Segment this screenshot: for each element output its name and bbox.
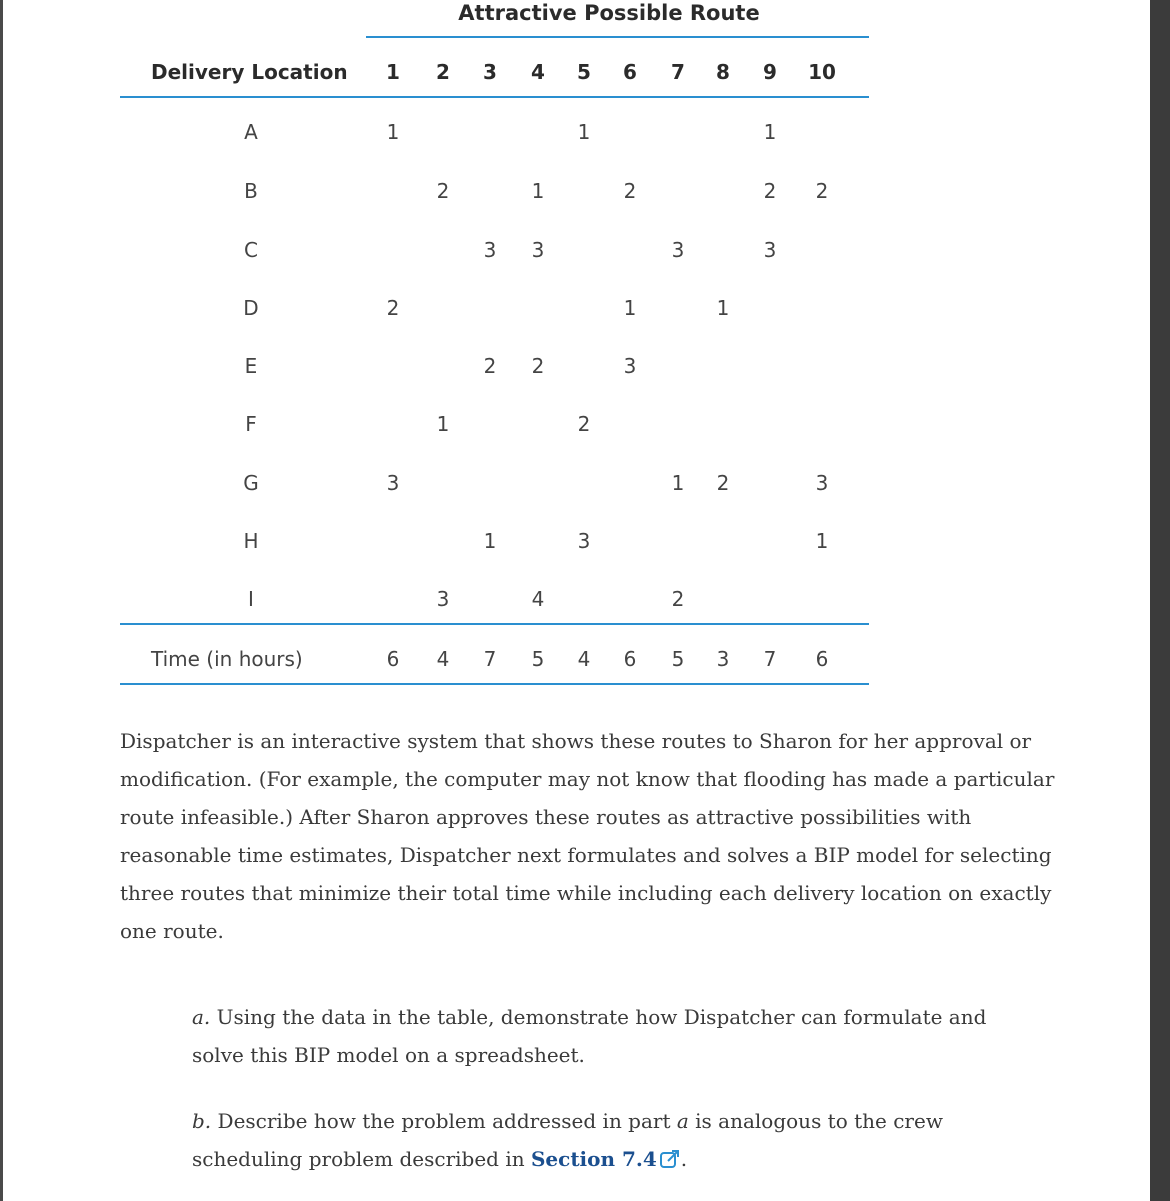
time-cell-7: 5: [671, 647, 685, 671]
row-label: I: [248, 587, 254, 611]
table-cell: 3: [577, 529, 591, 553]
table-cell: 1: [483, 529, 497, 553]
time-cell-1: 6: [386, 647, 400, 671]
question-b-end: .: [680, 1147, 688, 1171]
table-cell: 1: [671, 471, 685, 495]
table-cell: 1: [577, 120, 591, 144]
table-cell: 3: [671, 238, 685, 262]
question-a-text: Using the data in the table, demonstrate how Dispatcher can formulate and solve this BIP model on a spreadsheet.: [192, 1005, 987, 1067]
table-cell: 2: [531, 354, 545, 378]
table-cell: 2: [577, 412, 591, 436]
row-label: F: [245, 412, 257, 436]
table-cell: 2: [716, 471, 730, 495]
time-cell-3: 7: [483, 647, 497, 671]
external-link-icon[interactable]: [659, 1144, 681, 1166]
route-header-2: 2: [436, 60, 450, 84]
time-cell-2: 4: [436, 647, 450, 671]
table-cell: 1: [763, 120, 777, 144]
body-rule: [120, 623, 869, 625]
row-label: E: [244, 354, 258, 378]
row-label: H: [243, 529, 259, 553]
time-label: Time (in hours): [151, 647, 303, 671]
table-title: Attractive Possible Route: [458, 1, 760, 25]
question-b-text-before: Describe how the problem addressed in part: [217, 1109, 671, 1133]
table-cell: 1: [531, 179, 545, 203]
question-a: [192, 998, 1012, 1074]
route-header-1: 1: [386, 60, 400, 84]
table-cell: 3: [815, 471, 829, 495]
table-cell: 1: [623, 296, 637, 320]
row-label: C: [244, 238, 258, 262]
table-cell: 2: [671, 587, 685, 611]
row-label: G: [243, 471, 259, 495]
table-cell: 1: [436, 412, 450, 436]
time-cell-4: 5: [531, 647, 545, 671]
route-header-3: 3: [483, 60, 497, 84]
table-cell: 2: [483, 354, 497, 378]
question-b-part-ref: a: [676, 1109, 689, 1133]
time-cell-6: 6: [623, 647, 637, 671]
footer-rule: [120, 683, 869, 685]
row-label: D: [243, 296, 259, 320]
question-a-marker: a.: [192, 1005, 211, 1029]
table-cell: 3: [483, 238, 497, 262]
question-b-text-after: is analogous to the crew scheduling problem described in: [192, 1109, 943, 1171]
time-cell-9: 7: [763, 647, 777, 671]
route-header-6: 6: [623, 60, 637, 84]
route-header-4: 4: [531, 60, 545, 84]
route-header-10: 10: [808, 60, 836, 84]
table-cell: 3: [531, 238, 545, 262]
table-cell: 1: [386, 120, 400, 144]
scrollbar-track[interactable]: [1150, 0, 1170, 1201]
table-cell: 2: [386, 296, 400, 320]
header-rule: [120, 96, 869, 98]
table-cell: 2: [623, 179, 637, 203]
table-cell: 3: [623, 354, 637, 378]
delivery-location-header: Delivery Location: [151, 60, 348, 84]
row-label: B: [244, 179, 258, 203]
table-cell: 1: [716, 296, 730, 320]
table-cell: 1: [815, 529, 829, 553]
description-paragraph: Dispatcher is an interactive system that shows these routes to Sharon for her approval or modification. (For example, the computer may not know that flooding has made a particular route infeasible.) After Sharon approves these routes as attractive possibilities with reasonable time estimates, Dispatcher next formulates and solves a BIP model for selecting three routes that minimize their total time while including each delivery location on exactly one route.: [120, 729, 1055, 943]
row-label: A: [244, 120, 258, 144]
section-7-4-link[interactable]: Section 7.4: [530, 1147, 657, 1171]
table-cell: 3: [436, 587, 450, 611]
route-header-9: 9: [763, 60, 777, 84]
table-title-rule: [366, 36, 869, 38]
table-cell: 3: [386, 471, 400, 495]
table-cell: 2: [763, 179, 777, 203]
time-cell-10: 6: [815, 647, 829, 671]
table-cell: 2: [815, 179, 829, 203]
table-cell: 2: [436, 179, 450, 203]
table-cell: 4: [531, 587, 545, 611]
route-header-7: 7: [671, 60, 685, 84]
route-header-5: 5: [577, 60, 591, 84]
route-header-8: 8: [716, 60, 730, 84]
question-b: [192, 1102, 1012, 1178]
table-cell: 3: [763, 238, 777, 262]
time-cell-8: 3: [716, 647, 730, 671]
question-b-marker: b.: [192, 1109, 212, 1133]
time-cell-5: 4: [577, 647, 591, 671]
